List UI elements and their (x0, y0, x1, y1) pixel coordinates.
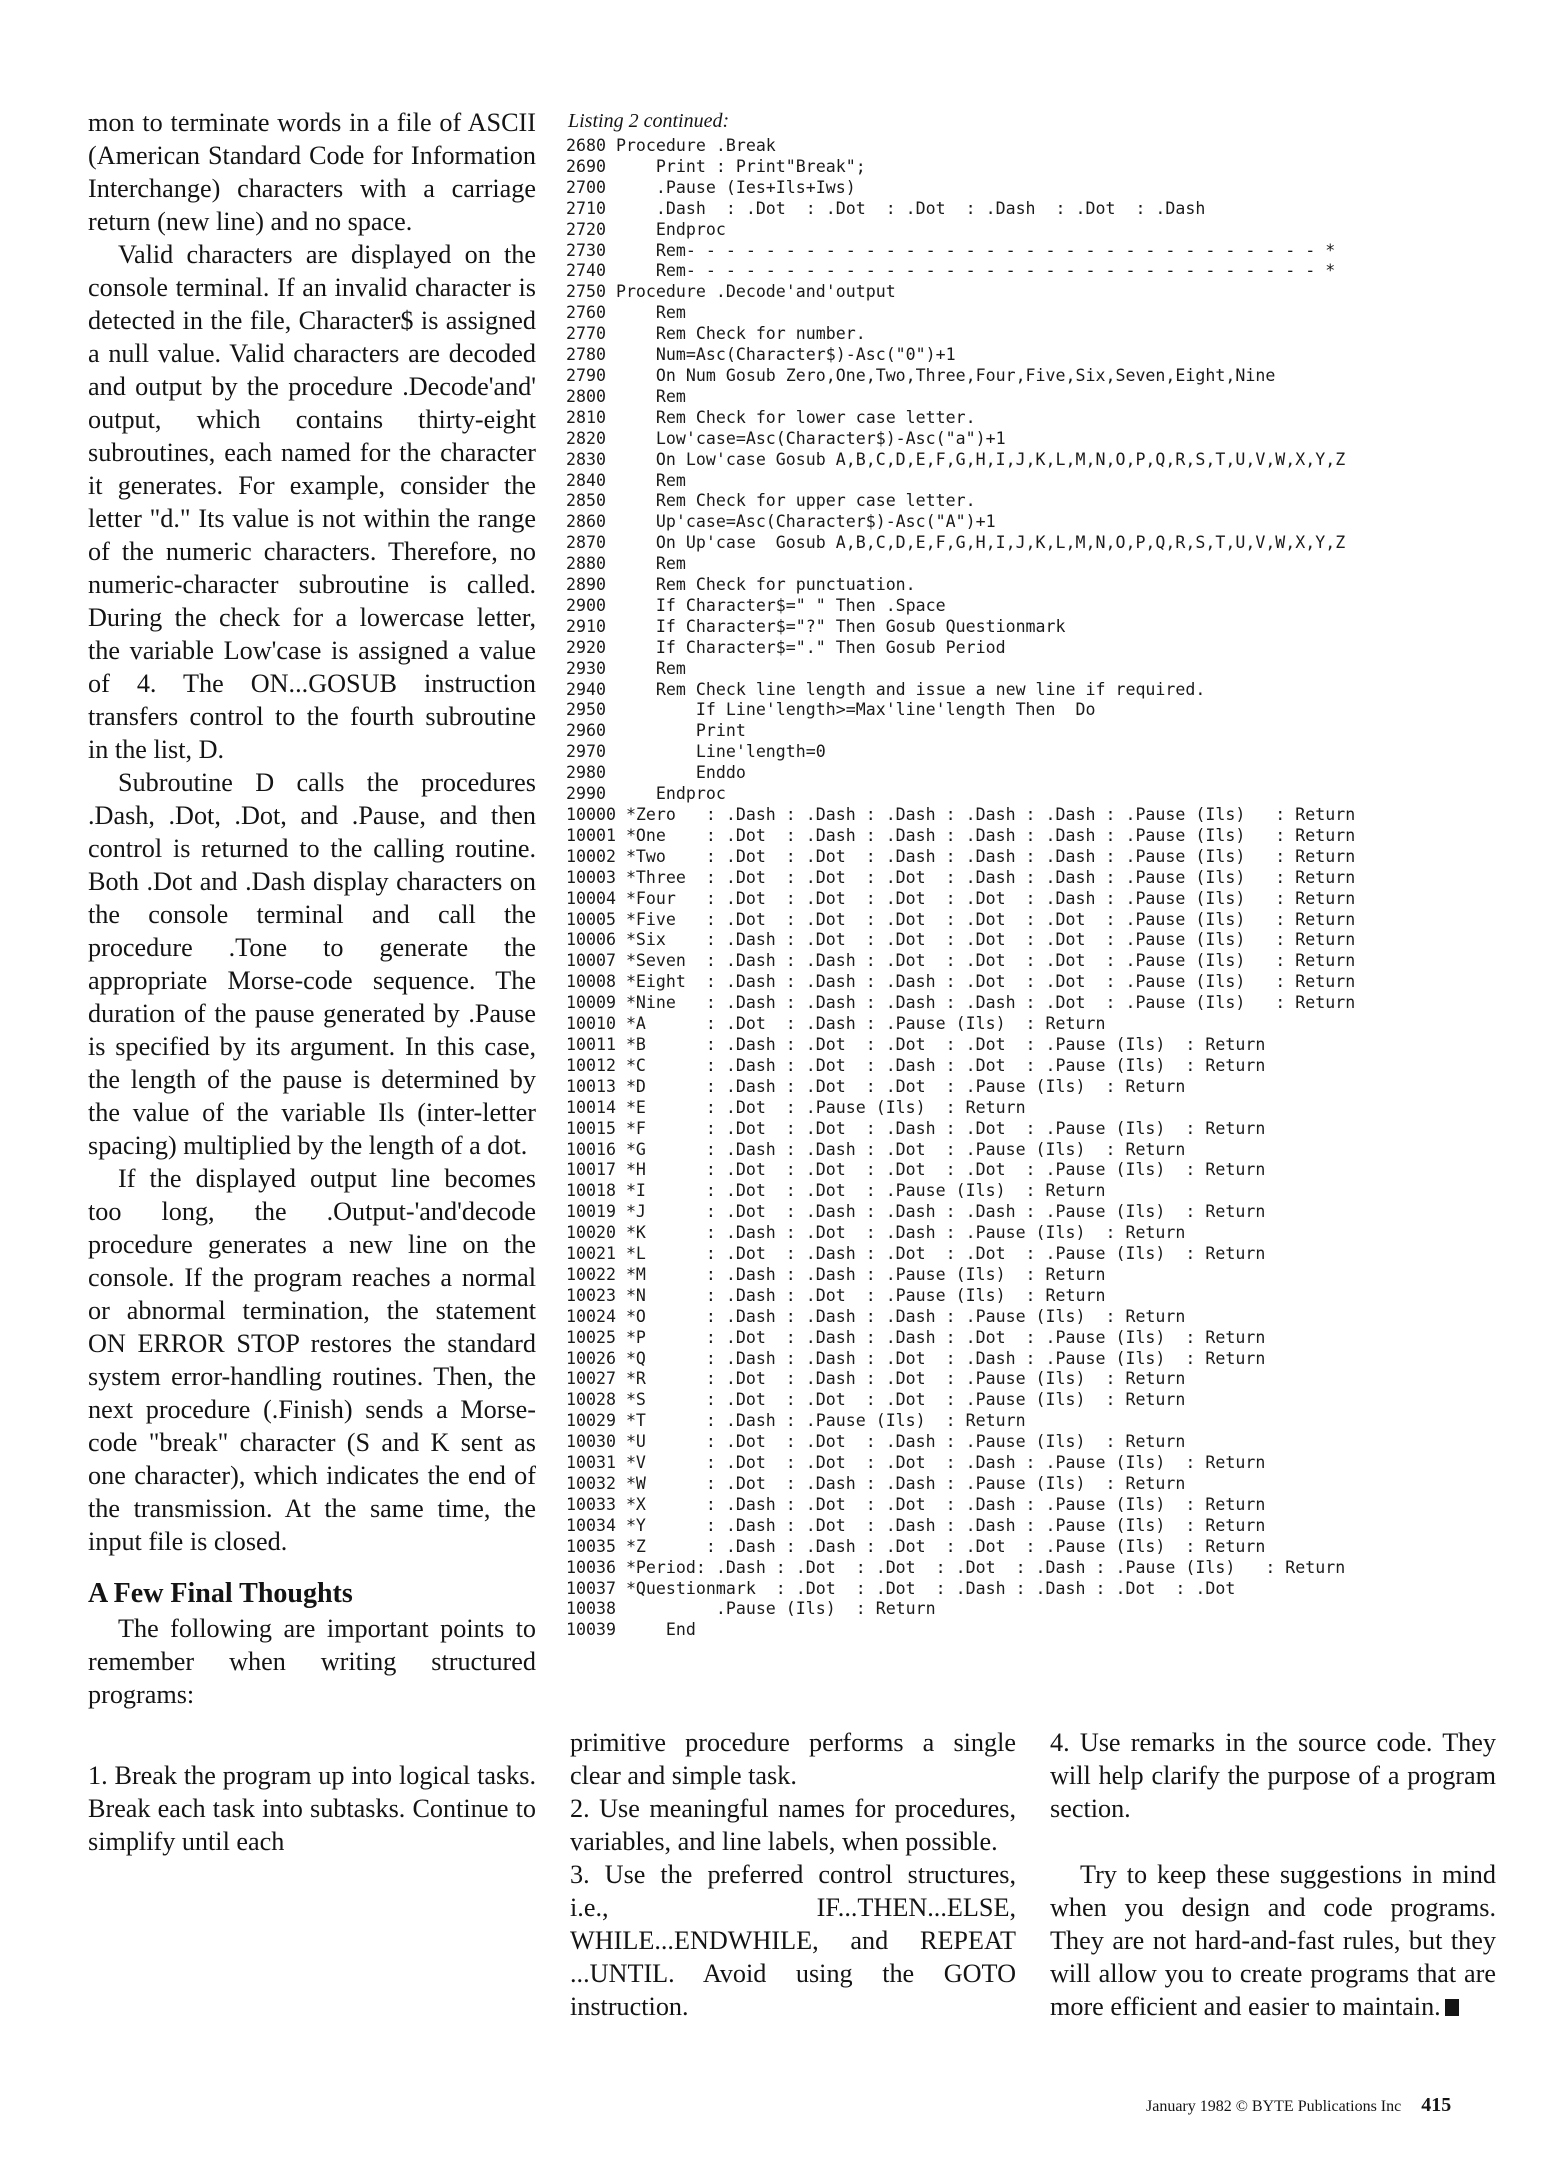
closing-paragraph (1050, 1858, 1496, 2023)
page-number: 415 (1421, 2094, 1452, 2116)
closing-text: Try to keep these suggestions in mind when you design and code programs. They are not hard-and-fast rules, but they will allow you to create programs that are more efficient and easier to maintain. (1050, 1860, 1496, 2021)
paragraph-points-intro: The following are important points to remember when writing structured programs: (88, 1614, 536, 1709)
left-column (88, 106, 536, 1858)
list-item-point-1: 1. Break the program up into logical tasks. Break each task into subtasks. Continue to simplify until each (88, 1761, 536, 1856)
paragraph-subroutine-d: Subroutine D calls the procedures .Dash, .Dot, .Dot, and .Pause, and then control is returned to the calling routine. Both .Dot and .Dash display characters on the console terminal and call the procedure .Tone to generate the appropriate Morse-code sequence. The duration of the pause generated by .Pause is specified by its argument. In this case, the length of the pause is determined by the value of the variable Ils (inter-letter spacing) multiplied by the length of a dot. (88, 768, 536, 1160)
middle-column (570, 1726, 1016, 2023)
footer-credit: January 1982 © BYTE Publications Inc (1146, 2098, 1402, 2115)
section-heading: A Few Final Thoughts (88, 1578, 353, 1609)
list-item-point-4: 4. Use remarks in the source code. They will help clarify the purpose of a program section. (1050, 1728, 1496, 1823)
end-of-article-mark-icon (1445, 1999, 1459, 2016)
page-footer (1146, 2093, 1496, 2119)
list-item-point-2: 2. Use meaningful names for procedures, variables, and line labels, when possible. (570, 1794, 1016, 1856)
list-item-point-3: 3. Use the preferred control structures, i.e., IF...THEN...ELSE, WHILE...ENDWHILE, and REPEAT ...UNTIL. Avoid using the GOTO instruction. (570, 1860, 1016, 2021)
listing-caption: Listing 2 continued: (568, 110, 730, 132)
right-column (1050, 1726, 1496, 2023)
paragraph-continued: mon to terminate words in a file of ASCII (American Standard Code for Information Interchange) characters with a carriage return (new line) and no space. (88, 108, 536, 236)
point-1-continuation: primitive procedure performs a single clear and simple task. (570, 1728, 1016, 1790)
listing-code: 2680 Procedure .Break 2690 Print : Print"Break"; 2700 .Pause (Ies+Ils+Iws) 2710 .Dash : .Dot : .Dot : .Dot : .Dash : .Dot : .Dash 2720 Endproc 2730 Rem- - - - - - - - - - - - - - - - - - - - - - - - - - - - - - - - * 2740 Rem- - - - - - - - - - - - - - - - - - - - - - - - - - - - - - - - * 2750 Procedure .Decode'and'output 2760 Rem 2770 Rem Check for number. 2780 Num=Asc(Character$)-Asc("0")+1 2790 On Num Gosub Zero,One,Two,Three,Four,Five,Six,Seven,Eight,Nine 2800 Rem 2810 Rem Check for lower case letter. 2820 Low'case=Asc(Character$)-Asc("a")+1 2830 On Low'case Gosub A,B,C,D,E,F,G,H,I,J,K,L,M,N,O,P,Q,R,S,T,U,V,W,X,Y,Z 2840 Rem 2850 Rem Check for upper case letter. 2860 Up'case=Asc(Character$)-Asc("A")+1 2870 On Up'case Gosub A,B,C,D,E,F,G,H,I,J,K,L,M,N,O,P,Q,R,S,T,U,V,W,X,Y,Z 2880 Rem 2890 Rem Check for punctuation. 2900 If Character$=" " Then .Space 2910 If Character$="?" Then Gosub Questionmark 2920 If Character$="." Then Gosub Period 2930 Rem 2940 Rem Check line length and issue a new line if required. 2950 If Line'length>=Max'line'length Then Do 2960 Print 2970 Line'length=0 2980 Enddo 2990 Endproc 10000 *Zero : .Dash : .Dash : .Dash : .Dash : .Dash : .Pause (Ils) : Return 10001 *One : .Dot : .Dash : .Dash : .Dash : .Dash : .Pause (Ils) : Return 10002 *Two : .Dot : .Dot : .Dash : .Dash : .Dash : .Pause (Ils) : Return 10003 *Three : .Dot : .Dot : .Dot : .Dash : .Dash : .Pause (Ils) : Return 10004 *Four : .Dot : .Dot : .Dot : .Dot : .Dash : .Pause (Ils) : Return 10005 *Five : .Dot : .Dot : .Dot : .Dot : .Dot : .Pause (Ils) : Return 10006 *Six : .Dash : .Dot : .Dot : .Dot : .Dot : .Pause (Ils) : Return 10007 *Seven : .Dash : .Dash : .Dot : .Dot : .Dot : .Pause (Ils) : Return 10008 *Eight : .Dash : .Dash : .Dash : .Dot : .Dot : .Pause (Ils) : Return 10009 *Nine : .Dash : .Dash : .Dash : .Dash : .Dot : .Pause (Ils) : Return 10010 *A : .Dot : .Dash : .Pause (Ils) : Return 10011 *B : .Dash : .Dot : .Dot : .Dot : .Pause (Ils) : Return 10012 *C : .Dash : .Dot : .Dash : .Dot : .Pause (Ils) : Return 10013 *D : .Dash : .Dot : .Dot : .Pause (Ils) : Return 10014 *E : .Dot : .Pause (Ils) : Return 10015 *F : .Dot : .Dot : .Dash : .Dot : .Pause (Ils) : Return 10016 *G : .Dash : .Dash : .Dot : .Pause (Ils) : Return 10017 *H : .Dot : .Dot : .Dot : .Dot : .Pause (Ils) : Return 10018 *I : .Dot : .Dot : .Pause (Ils) : Return 10019 *J : .Dot : .Dash : .Dash : .Dash : .Pause (Ils) : Return 10020 *K : .Dash : .Dot : .Dash : .Pause (Ils) : Return 10021 *L : .Dot : .Dash : .Dot : .Dot : .Pause (Ils) : Return 10022 *M : .Dash : .Dash : .Pause (Ils) : Return 10023 *N : .Dash : .Dot : .Pause (Ils) : Return 10024 *O : .Dash : .Dash : .Dash : .Pause (Ils) : Return 10025 *P : .Dot : .Dash : .Dash : .Dot : .Pause (Ils) : Return 10026 *Q : .Dash : .Dash : .Dot : .Dash : .Pause (Ils) : Return 10027 *R : .Dot : .Dash : .Dot : .Pause (Ils) : Return 10028 *S : .Dot : .Dot : .Dot : .Pause (Ils) : Return 10029 *T : .Dash : .Pause (Ils) : Return 10030 *U : .Dot : .Dot : .Dash : .Pause (Ils) : Return 10031 *V : .Dot : .Dot : .Dot : .Dash : .Pause (Ils) : Return 10032 *W : .Dot : .Dash : .Dash : .Pause (Ils) : Return 10033 *X : .Dash : .Dot : .Dot : .Dash : .Pause (Ils) : Return 10034 *Y : .Dash : .Dot : .Dash : .Dash : .Pause (Ils) : Return 10035 *Z : .Dash : .Dash : .Dot : .Dot : .Pause (Ils) : Return 10036 *Period: .Dash : .Dot : .Dot : .Dot : .Dash : .Pause (Ils) : Return 10037 *Questionmark : .Dot : .Dot : .Dash : .Dash : .Dot : .Dot 10038 .Pause (Ils) : Return 10039 End (566, 136, 1356, 1640)
paragraph-output-line: If the displayed output line becomes too long, the .Output-'and'decode procedure generates a new line on the console. If the program reaches a normal or abnormal termination, the statement ON ERROR STOP restores the standard system error-handling routines. Then, the next procedure (.Finish) sends a Morse-code "break" character (S and K sent as one character), which indicates the end of the transmission. At the same time, the input file is closed. (88, 1164, 536, 1556)
spacer (88, 1711, 536, 1759)
paragraph-valid-characters: Valid characters are displayed on the console terminal. If an invalid character is detected in the file, Character$ is assigned a null value. Valid characters are decoded and output by the procedure .Decode'and' output, which contains thirty-eight subroutines, each named for the character it generates. For example, consider the letter "d." Its value is not within the range of the numeric characters. Therefore, no numeric-character subroutine is called. During the check for a lowercase letter, the variable Low'case is assigned a value of 4. The ON...GOSUB instruction transfers control to the fourth subroutine in the list, D. (88, 240, 536, 764)
code-listing (566, 108, 1536, 1641)
